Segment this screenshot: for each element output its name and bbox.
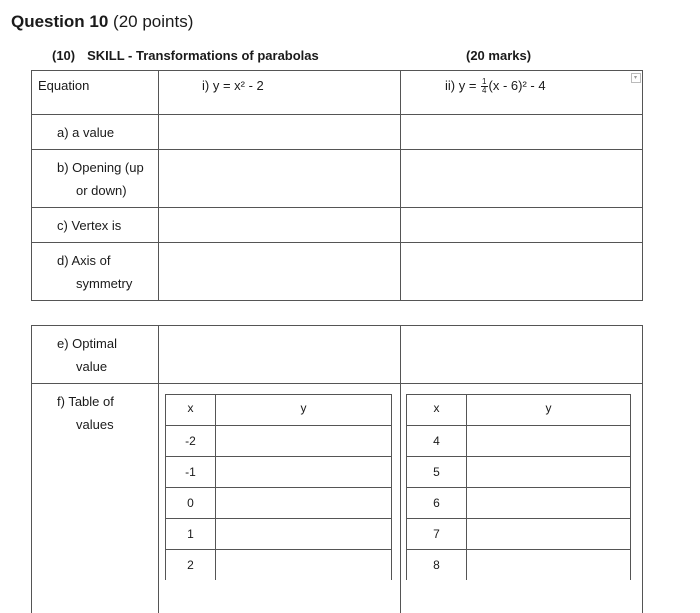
section-title: SKILL - Transformations of parabolas bbox=[87, 48, 319, 63]
answer-cell[interactable] bbox=[401, 326, 643, 384]
table-row bbox=[166, 519, 392, 550]
x-header: x bbox=[407, 395, 467, 426]
equation-2-cell bbox=[401, 71, 643, 115]
x-value: -1 bbox=[166, 457, 216, 488]
fraction-denominator: 4 bbox=[482, 86, 487, 96]
transformations-table bbox=[31, 70, 643, 301]
row-d-label-line2: symmetry bbox=[76, 276, 133, 291]
row-a-value bbox=[32, 115, 643, 150]
row-c-label: c) Vertex is bbox=[57, 218, 122, 233]
answer-cell[interactable] bbox=[159, 326, 401, 384]
answer-cell[interactable] bbox=[401, 243, 643, 301]
values-table-1 bbox=[165, 394, 392, 580]
y-value-input[interactable] bbox=[467, 426, 631, 457]
equation-2-prefix: ii) y = bbox=[445, 78, 481, 93]
row-f-label bbox=[32, 384, 158, 436]
row-b-label-line1: b) Opening (up bbox=[57, 160, 144, 175]
y-value-input[interactable] bbox=[467, 488, 631, 519]
values-table-2-cell bbox=[401, 384, 643, 613]
x-value: 8 bbox=[407, 550, 467, 581]
x-value: 6 bbox=[407, 488, 467, 519]
values-table-1-cell bbox=[159, 384, 401, 613]
section-marks: (20 marks) bbox=[466, 48, 532, 63]
fraction-numerator: 1 bbox=[482, 77, 487, 87]
answer-cell[interactable] bbox=[401, 150, 643, 208]
answer-cell[interactable] bbox=[159, 115, 401, 150]
section-heading bbox=[52, 48, 319, 63]
row-f-table bbox=[32, 384, 643, 613]
row-e-label bbox=[32, 326, 158, 378]
x-value: 4 bbox=[407, 426, 467, 457]
x-value: 0 bbox=[166, 488, 216, 519]
table-row bbox=[166, 457, 392, 488]
y-value-input[interactable] bbox=[467, 457, 631, 488]
answer-cell[interactable] bbox=[159, 243, 401, 301]
y-value-input[interactable] bbox=[216, 550, 392, 581]
x-value: 2 bbox=[166, 550, 216, 581]
dropdown-corner-icon[interactable]: ▾ bbox=[631, 73, 641, 83]
x-value: 7 bbox=[407, 519, 467, 550]
table-row bbox=[166, 488, 392, 519]
x-value: 1 bbox=[166, 519, 216, 550]
row-b-label bbox=[32, 150, 158, 202]
question-points: (20 points) bbox=[113, 12, 194, 31]
equation-2-suffix: (x - 6)² - 4 bbox=[488, 78, 546, 93]
x-value: 5 bbox=[407, 457, 467, 488]
y-value-input[interactable] bbox=[216, 488, 392, 519]
table-row bbox=[166, 550, 392, 581]
equation-2-fraction bbox=[481, 78, 487, 95]
equation-1-cell bbox=[159, 71, 401, 115]
answer-cell[interactable] bbox=[159, 208, 401, 243]
row-b-opening bbox=[32, 150, 643, 208]
answer-cell[interactable] bbox=[401, 208, 643, 243]
answer-cell[interactable] bbox=[401, 115, 643, 150]
row-e-optimal bbox=[32, 326, 643, 384]
row-f-label-line2: values bbox=[76, 417, 114, 432]
row-c-vertex bbox=[32, 208, 643, 243]
row-d-label-line1: d) Axis of bbox=[57, 253, 111, 268]
row-a-label: a) a value bbox=[57, 125, 115, 140]
table-row bbox=[407, 488, 631, 519]
equation-1: i) y = x² - 2 bbox=[202, 78, 264, 93]
answer-cell[interactable] bbox=[159, 150, 401, 208]
equation-label-cell bbox=[32, 71, 159, 115]
row-b-label-line2: or down) bbox=[76, 183, 127, 198]
equation-2 bbox=[401, 71, 642, 95]
transformations-table-continued bbox=[31, 325, 643, 613]
section-number: (10) bbox=[52, 48, 76, 63]
question-number: Question 10 bbox=[11, 12, 109, 31]
row-f-label-line1: f) Table of bbox=[57, 394, 114, 409]
y-header: y bbox=[467, 395, 631, 426]
y-value-input[interactable] bbox=[216, 457, 392, 488]
y-header: y bbox=[216, 395, 392, 426]
table-row bbox=[407, 457, 631, 488]
row-d-label bbox=[32, 243, 158, 295]
y-value-input[interactable] bbox=[216, 519, 392, 550]
table-row bbox=[166, 426, 392, 457]
table-row bbox=[407, 519, 631, 550]
y-value-input[interactable] bbox=[216, 426, 392, 457]
x-value: -2 bbox=[166, 426, 216, 457]
table-row bbox=[407, 426, 631, 457]
x-header: x bbox=[166, 395, 216, 426]
question-title bbox=[11, 12, 193, 32]
y-value-input[interactable] bbox=[467, 550, 631, 581]
equation-row bbox=[32, 71, 643, 115]
y-value-input[interactable] bbox=[467, 519, 631, 550]
row-e-label-line1: e) Optimal bbox=[57, 336, 117, 351]
table-row bbox=[407, 550, 631, 581]
values-table-2 bbox=[406, 394, 631, 580]
equation-label: Equation bbox=[38, 78, 90, 93]
row-e-label-line2: value bbox=[76, 359, 108, 374]
row-d-axis bbox=[32, 243, 643, 301]
